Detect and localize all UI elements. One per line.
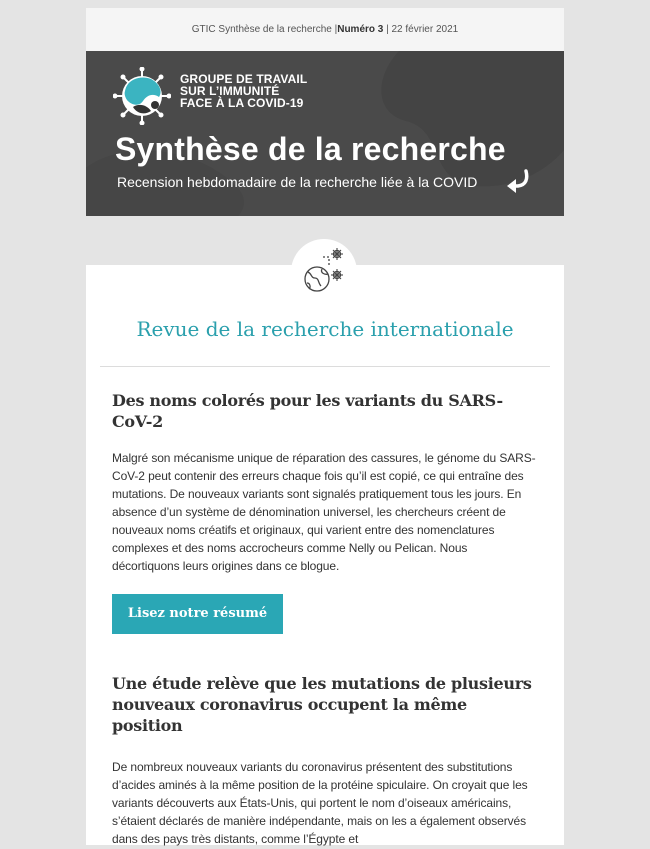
group-name (180, 73, 307, 109)
spacer (86, 216, 564, 265)
article-item (86, 390, 564, 634)
issue-line (86, 8, 564, 51)
content-card (86, 265, 564, 845)
article-body: Malgré son mécanisme unique de réparation des cassures, le génome du SARS-CoV-2 peut contenir des erreurs chaque fois qu’il est copié, ce qui entraîne des mutations. De nouveaux variants sont signalés pratiquement tous les jours. En absence d’un système de dénomination universel, les chercheurs créent de nouveaux noms créatifs et originaux, qui varient entre des nomenclatures complexes et des noms accrocheurs comme Nelly ou Pelican. Nous décortiquons leurs origines dans ce blogue. (112, 451, 536, 573)
group-name-line: GROUPE DE TRAVAIL (180, 72, 308, 86)
hero-banner (86, 51, 564, 216)
article-title: Une étude relève que les mutations de plusieurs nouveaux coronavirus occupent la même position (112, 674, 532, 735)
section-title: Revue de la recherche internationale (136, 317, 514, 341)
return-arrow-icon (504, 169, 532, 195)
issue-line-prefix: GTIC Synthèse de la recherche | (191, 24, 338, 35)
section-icon-badge (291, 239, 357, 305)
article-body: De nombreux nouveaux variants du coronavirus présentent des substitutions d’acides aminés à la même position de la protéine spiculaire. On croyait que les variants découverts aux États-Unis, qui portent le nom d’oiseaux américains, s’étaient déclarés de manière indépendante, mais on les a également observés dans des pays très distants, comme l’Égypte et (112, 760, 528, 846)
issue-number: Numéro 3 (337, 24, 384, 35)
globe-virus-icon (299, 245, 349, 299)
read-summary-button[interactable]: Lisez notre résumé (112, 594, 283, 634)
issue-date: | 22 février 2021 (383, 24, 459, 35)
newsletter (86, 8, 564, 845)
gtic-logo (113, 67, 171, 125)
article-item (86, 673, 564, 848)
virus-logo-icon (113, 67, 171, 125)
hero-title: Synthèse de la recherche (115, 131, 506, 167)
section-divider (100, 366, 550, 367)
group-name-line: SUR L’IMMUNITÉ (180, 84, 280, 98)
hero-subtitle: Recension hebdomadaire de la recherche liée à la COVID (117, 174, 478, 190)
article-title: Des noms colorés pour les variants du SARS-CoV-2 (112, 391, 503, 431)
group-name-line: FACE À LA COVID-19 (180, 96, 304, 110)
